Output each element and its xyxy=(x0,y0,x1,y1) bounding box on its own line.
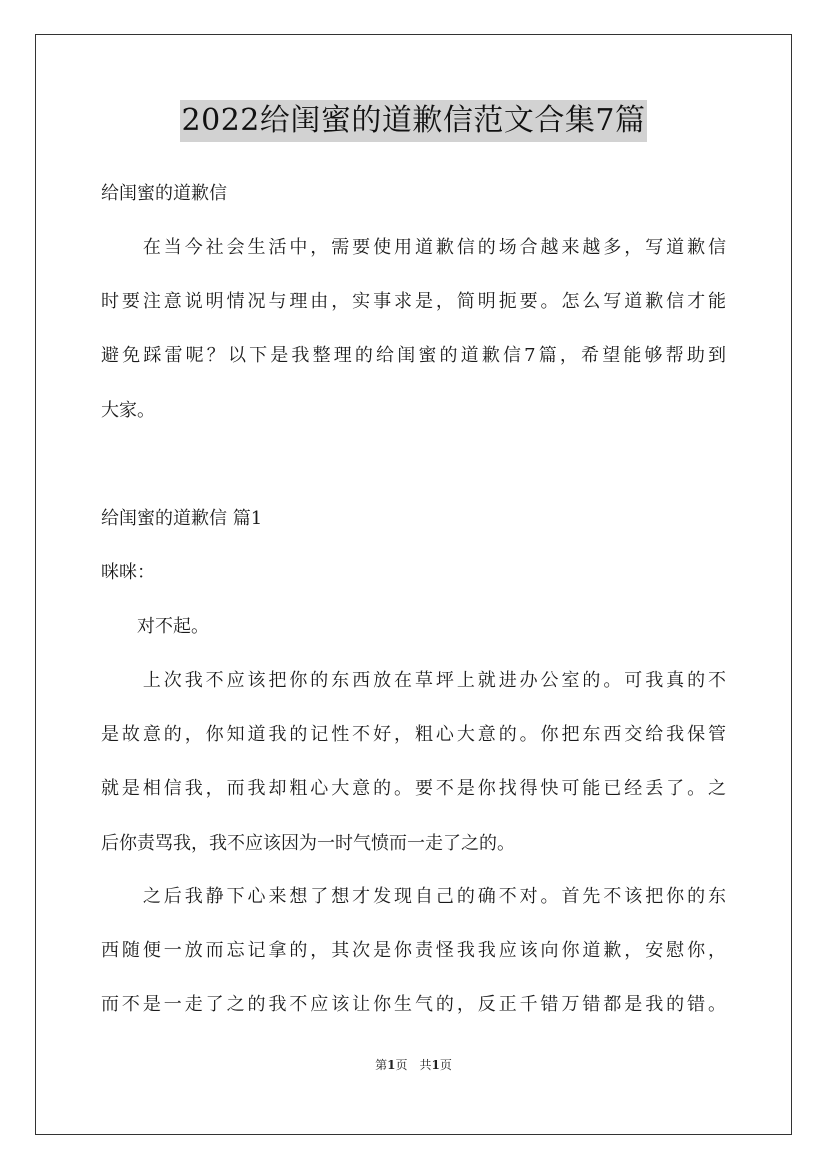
footer-suffix: 页 xyxy=(439,1058,452,1072)
letter-line-7: 西随便一放而忘记拿的，其次是你责怪我我应该向你道歉，安慰你， xyxy=(101,940,726,961)
intro-line-3: 避免踩雷呢？以下是我整理的给闺蜜的道歉信7篇，希望能够帮助到 xyxy=(101,345,726,366)
intro-line-1: 在当今社会生活中，需要使用道歉信的场合越来越多，写道歉信 xyxy=(101,237,726,258)
letter-line-2: 上次我不应该把你的东西放在草坪上就进办公室的。可我真的不 xyxy=(101,670,726,691)
footer-page-number: 1 xyxy=(387,1058,396,1072)
document-title: 2022给闺蜜的道歉信范文合集7篇 xyxy=(180,100,648,142)
footer-middle: 页 共 xyxy=(395,1058,432,1072)
letter-line-4: 就是相信我，而我却粗心大意的。要不是你找得快可能已经丢了。之 xyxy=(101,778,726,799)
page-footer xyxy=(0,1057,827,1073)
footer-prefix: 第 xyxy=(375,1058,388,1072)
letter-line-8: 而不是一走了之的我不应该让你生气的，反正千错万错都是我的错。 xyxy=(101,994,726,1015)
section-heading: 给闺蜜的道歉信 xyxy=(101,183,227,204)
intro-line-4: 大家。 xyxy=(101,400,155,421)
letter-line-1: 对不起。 xyxy=(101,616,209,637)
letter-line-5: 后你责骂我，我不应该因为一时气愤而一走了之的。 xyxy=(101,833,515,854)
intro-line-2: 时要注意说明情况与理由，实事求是，简明扼要。怎么写道歉信才能 xyxy=(101,291,726,312)
title-container xyxy=(0,100,827,142)
letter-line-3: 是故意的，你知道我的记性不好，粗心大意的。你把东西交给我保管 xyxy=(101,724,726,745)
letter-line-6: 之后我静下心来想了想才发现自己的确不对。首先不该把你的东 xyxy=(101,886,726,907)
footer-page-total: 1 xyxy=(431,1058,440,1072)
salutation: 咪咪： xyxy=(101,562,155,583)
letter-heading: 给闺蜜的道歉信 篇1 xyxy=(101,508,263,529)
